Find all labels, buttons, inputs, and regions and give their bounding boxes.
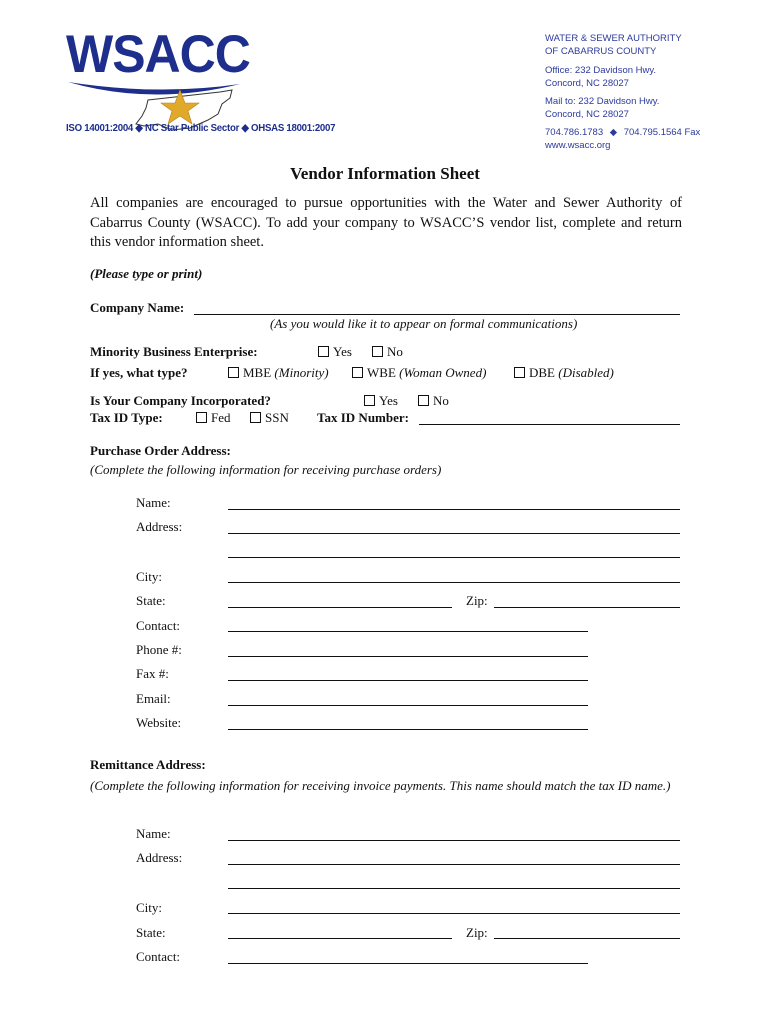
purchase-order-note: (Complete the following information for receiving purchase orders) [90, 462, 442, 477]
phone-number: 704.786.1783 [545, 127, 604, 138]
diamond-icon: ◆ [609, 127, 618, 138]
remittance-heading: Remittance Address: [90, 757, 206, 772]
mbe-type-label: If yes, what type? [90, 365, 188, 380]
checkbox-icon [228, 367, 239, 378]
rem-zip-field[interactable] [494, 938, 680, 939]
mail-address-line2: Concord, NC 28027 [545, 109, 629, 120]
po-address-field-2[interactable] [228, 557, 680, 558]
no-label: No [433, 393, 449, 408]
mbe-option-desc: (Minority) [274, 365, 329, 380]
rem-state-field[interactable] [228, 938, 452, 939]
company-name-field[interactable] [194, 314, 680, 315]
po-website-label: Website: [136, 715, 182, 730]
dbe-option-desc: (Disabled) [558, 365, 614, 380]
phone-fax-line [545, 126, 700, 139]
po-email-field[interactable] [228, 705, 588, 706]
ssn-checkbox[interactable] [250, 410, 289, 426]
fed-label: Fed [211, 410, 231, 425]
rem-city-field[interactable] [228, 913, 680, 914]
po-state-field[interactable] [228, 607, 452, 608]
office-address-line1: Office: 232 Davidson Hwy. [545, 65, 657, 76]
fax-number: 704.795.1564 Fax [623, 127, 701, 138]
website-link[interactable]: www.wsacc.org [545, 140, 611, 151]
po-city-field[interactable] [228, 582, 680, 583]
po-zip-field[interactable] [494, 607, 680, 608]
checkbox-icon [514, 367, 525, 378]
yes-label: Yes [379, 393, 398, 408]
rem-contact-label: Contact: [136, 949, 181, 964]
dbe-option-label: DBE [529, 365, 555, 380]
wbe-option-desc: (Woman Owned) [399, 365, 487, 380]
po-name-field[interactable] [228, 509, 680, 510]
wsacc-logo [62, 24, 336, 144]
yes-label: Yes [333, 344, 352, 359]
incorporated-yes-checkbox[interactable] [364, 393, 398, 409]
po-zip-label: Zip: [466, 593, 488, 608]
checkbox-icon [364, 395, 375, 406]
rem-address-field-2[interactable] [228, 888, 680, 889]
rem-address-field-1[interactable] [228, 864, 680, 865]
rem-name-field[interactable] [228, 840, 680, 841]
po-fax-field[interactable] [228, 680, 588, 681]
ssn-label: SSN [265, 410, 289, 425]
incorporated-no-checkbox[interactable] [418, 393, 449, 409]
po-email-label: Email: [136, 691, 171, 706]
po-address-label: Address: [136, 519, 183, 534]
mbe-no-checkbox[interactable] [372, 344, 403, 360]
mbe-yes-checkbox[interactable] [318, 344, 352, 360]
tax-id-number-label: Tax ID Number: [317, 410, 409, 425]
no-label: No [387, 344, 403, 359]
org-name-line1: WATER & SEWER AUTHORITY [545, 33, 682, 44]
fed-checkbox[interactable] [196, 410, 231, 426]
company-name-hint: (As you would like it to appear on formal communications) [270, 316, 578, 331]
incorporated-label: Is Your Company Incorporated? [90, 393, 271, 408]
rem-state-label: State: [136, 925, 166, 940]
rem-zip-label: Zip: [466, 925, 488, 940]
po-fax-label: Fax #: [136, 666, 169, 681]
po-address-field-1[interactable] [228, 533, 680, 534]
org-name-line2: OF CABARRUS COUNTY [545, 46, 657, 57]
po-phone-field[interactable] [228, 656, 588, 657]
mail-address-line1: Mail to: 232 Davidson Hwy. [545, 96, 660, 107]
remittance-note: (Complete the following information for receiving invoice payments. This name should match the tax ID name.) [90, 778, 671, 793]
checkbox-icon [196, 412, 207, 423]
checkbox-icon [352, 367, 363, 378]
tax-id-type-label: Tax ID Type: [90, 410, 163, 425]
wbe-type-checkbox[interactable] [352, 365, 486, 381]
logo-wordmark: WSACC [66, 24, 250, 84]
logo-certifications: ISO 14001:2004 ◆ NC Star Public Sector ◆ OHSAS 18001:2007 [66, 122, 336, 134]
checkbox-icon [372, 346, 383, 357]
company-name-label: Company Name: [90, 300, 185, 315]
purchase-order-heading: Purchase Order Address: [90, 443, 231, 458]
po-city-label: City: [136, 569, 163, 584]
tax-id-number-field[interactable] [419, 424, 680, 425]
po-contact-field[interactable] [228, 631, 588, 632]
instruction-text: (Please type or print) [90, 266, 203, 281]
rem-address-label: Address: [136, 850, 183, 865]
page-title: Vendor Information Sheet [290, 164, 480, 183]
dbe-type-checkbox[interactable] [514, 365, 614, 381]
checkbox-icon [418, 395, 429, 406]
rem-city-label: City: [136, 900, 163, 915]
po-name-label: Name: [136, 495, 171, 510]
po-phone-label: Phone #: [136, 642, 182, 657]
mbe-option-label: MBE [243, 365, 272, 380]
checkbox-icon [250, 412, 261, 423]
intro-paragraph: All companies are encouraged to pursue opportunities with the Water and Sewer Authority of Cabarrus County (WSACC). To add your company to WSACC’S vendor list, complete and return this vendor information sheet. [90, 195, 682, 250]
office-address-line2: Concord, NC 28027 [545, 78, 629, 89]
mbe-label: Minority Business Enterprise: [90, 344, 258, 359]
rem-contact-field[interactable] [228, 963, 588, 964]
po-contact-label: Contact: [136, 618, 181, 633]
po-state-label: State: [136, 593, 166, 608]
rem-name-label: Name: [136, 826, 171, 841]
wbe-option-label: WBE [367, 365, 396, 380]
mbe-type-checkbox[interactable] [228, 365, 329, 381]
checkbox-icon [318, 346, 329, 357]
po-website-field[interactable] [228, 729, 588, 730]
